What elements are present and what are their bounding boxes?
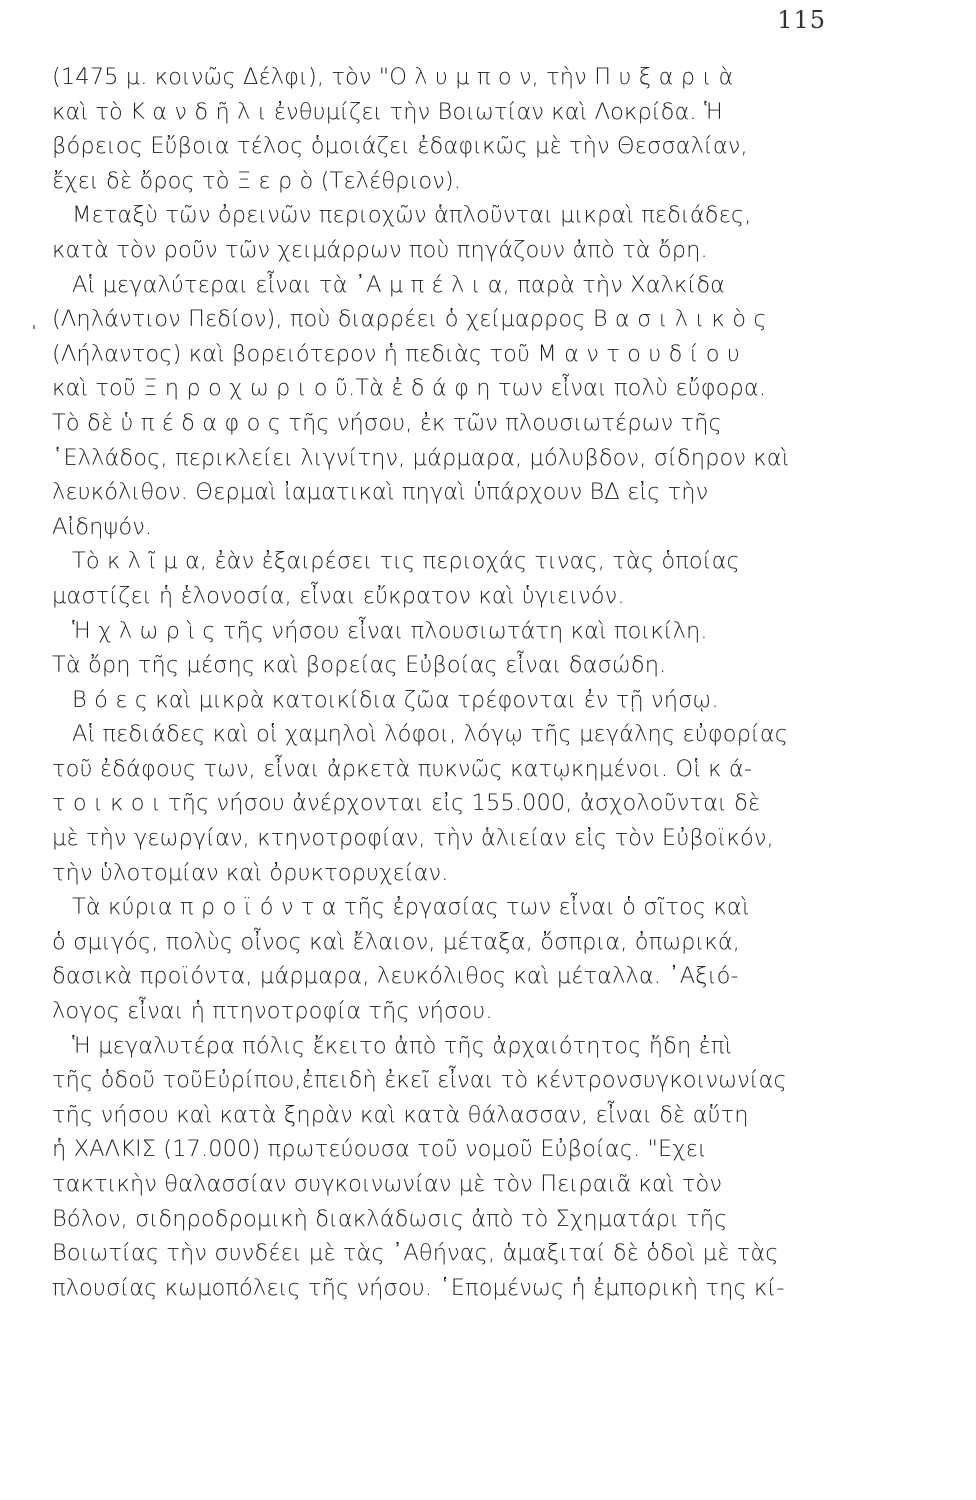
text-line: τῆς ὁδοῦ τοῦΕὐρίπου,ἐπειδὴ ἐκεῖ εἶναι τὸ κέντρονσυγκοινωνίας [52,1067,787,1094]
text-line: μαστίζει ἡ ἑλονοσία, εἶναι εὔκρατον καὶ ὑγιεινόν. [52,582,625,609]
text-line: (Λήλαντος) καὶ βορειότερον ἡ πεδιὰς τοῦ Μ α ν τ ο υ δ ί ο υ [52,340,741,367]
text-line: δασικὰ προϊόντα, μάρμαρα, λευκόλιθος καὶ μέταλλα. ᾿Αξιό- [52,963,739,990]
page-number: 115 [777,6,826,34]
text-line: (Ληλάντιον Πεδίον), ποὺ διαρρέει ὁ χείμαρρος Β α σ ι λ ι κ ὸ ς [52,306,767,333]
text-line: λογος εἶναι ἡ πτηνοτροφία τῆς νήσου. [52,998,493,1025]
text-line: καὶ τὸ Κ α ν δ ῆ λ ι ἐνθυμίζει τὴν Βοιωτίαν καὶ Λοκρίδα. Ἡ [52,98,723,125]
text-line: τοῦ ἐδάφους των, εἶναι ἀρκετὰ πυκνῶς κατῳκημένοι. Οἱ κ ά- [52,755,753,782]
body-text [52,60,912,1305]
text-line: Ἡ χ λ ω ρ ὶ ς τῆς νήσου εἶναι πλουσιωτάτη καὶ ποικίλη. [72,617,708,644]
text-line: ἡ ΧΑΛΚΙΣ (17.000) πρωτεύουσα τοῦ νομοῦ Εὐβοίας. "Εχει [52,1136,707,1163]
text-line: τ ο ι κ ο ι τῆς νήσου ἀνέρχονται εἰς 155.000, ἀσχολοῦνται δὲ [52,790,761,817]
margin-mark [33,325,35,329]
text-line: καὶ τοῦ Ξ η ρ ο χ ω ρ ι ο ῦ.Τὰ ἐ δ ά φ η των εἶναι πολὺ εὔφορα. [52,375,767,402]
text-line: Αἱ πεδιάδες καὶ οἱ χαμηλοὶ λόφοι, λόγῳ τῆς μεγάλης εὐφορίας [72,721,789,748]
text-line: τὴν ὑλοτομίαν καὶ ὀρυκτορυχείαν. [52,859,449,886]
text-line: τακτικὴν θαλασσίαν συγκοινωνίαν μὲ τὸν Πειραιᾶ καὶ τὸν [52,1171,723,1197]
text-line: Αἱ μεγαλύτεραι εἶναι τὰ ᾿Α μ π έ λ ι α, παρὰ τὴν Χαλκίδα [72,271,726,298]
text-line: Β ό ε ς καὶ μικρὰ κατοικίδια ζῶα τρέφονται ἐν τῇ νήσῳ. [72,686,719,713]
text-line: Βοιωτίας τὴν συνδέει μὲ τὰς ᾿Αθήνας, ἁμαξιταί δὲ ὁδοὶ μὲ τὰς [52,1240,779,1267]
text-line: Τὸ κ λ ῖ μ α, ἐὰν ἐξαιρέσει τις περιοχάς τινας, τὰς ὁποίας [72,548,740,575]
text-line: μὲ τὴν γεωργίαν, κτηνοτροφίαν, τὴν ἁλιείαν εἰς τὸν Εὐβοϊκόν, [52,825,774,852]
text-line: βόρειος Εὔβοια τέλος ὁμοιάζει ἐδαφικῶς μὲ τὴν Θεσσαλίαν, [52,133,748,160]
text-line: λευκόλιθον. Θερμαὶ ἰαματικαὶ πηγαὶ ὑπάρχουν ΒΔ εἰς τὴν [52,479,709,506]
text-line: Τὸ δὲ ὑ π έ δ α φ ο ς τῆς νήσου, ἐκ τῶν πλουσιωτέρων τῆς [52,409,722,436]
text-line: πλουσίας κωμοπόλεις τῆς νήσου. ῾Επομένως ἡ ἐμπορικὴ της κί- [52,1274,785,1301]
text-line: Τὰ ὄρη τῆς μέσης καὶ βορείας Εὐβοίας εἶναι δασώδη. [52,652,667,679]
text-line: Ἡ μεγαλυτέρα πόλις ἔκειτο ἀπὸ τῆς ἀρχαιότητος ἤδη ἐπὶ [72,1032,733,1059]
text-line: ἔχει δὲ ὄρος τὸ Ξ ε ρ ὸ (Τελέθριον). [52,167,462,194]
text-line: Βόλον, σιδηροδρομικὴ διακλάδωσις ἀπὸ τὸ Σχηματάρι τῆς [52,1205,728,1232]
text-line: τῆς νήσου καὶ κατὰ ξηρὰν καὶ κατὰ θάλασσαν, εἶναι δὲ αὕτη [52,1101,749,1128]
text-line: ὁ σμιγός, πολὺς οἶνος καὶ ἔλαιον, μέταξα, ὄσπρια, ὀπωρικά, [52,928,741,955]
text-line: Τὰ κύρια π ρ ο ϊ ό ν τ α τῆς ἐργασίας των εἶναι ὁ σῖτος καὶ [72,894,750,921]
text-line: κατὰ τὸν ροῦν τῶν χειμάρρων ποὺ πηγάζουν ἀπὸ τὰ ὄρη. [52,236,708,263]
text-line: ῾Ελλάδος, περικλείει λιγνίτην, μάρμαρα, μόλυβδον, σίδηρον καὶ [52,444,790,471]
text-line: Μεταξὺ τῶν ὀρεινῶν περιοχῶν ἁπλοῦνται μικραὶ πεδιάδες, [72,202,752,229]
text-line: Αἰδηψόν. [52,513,153,540]
text-line: (1475 μ. κοινῶς Δέλφι), τὸν "Ο λ υ μ π ο ν, τὴν Π υ ξ α ρ ι ὰ [52,64,734,90]
